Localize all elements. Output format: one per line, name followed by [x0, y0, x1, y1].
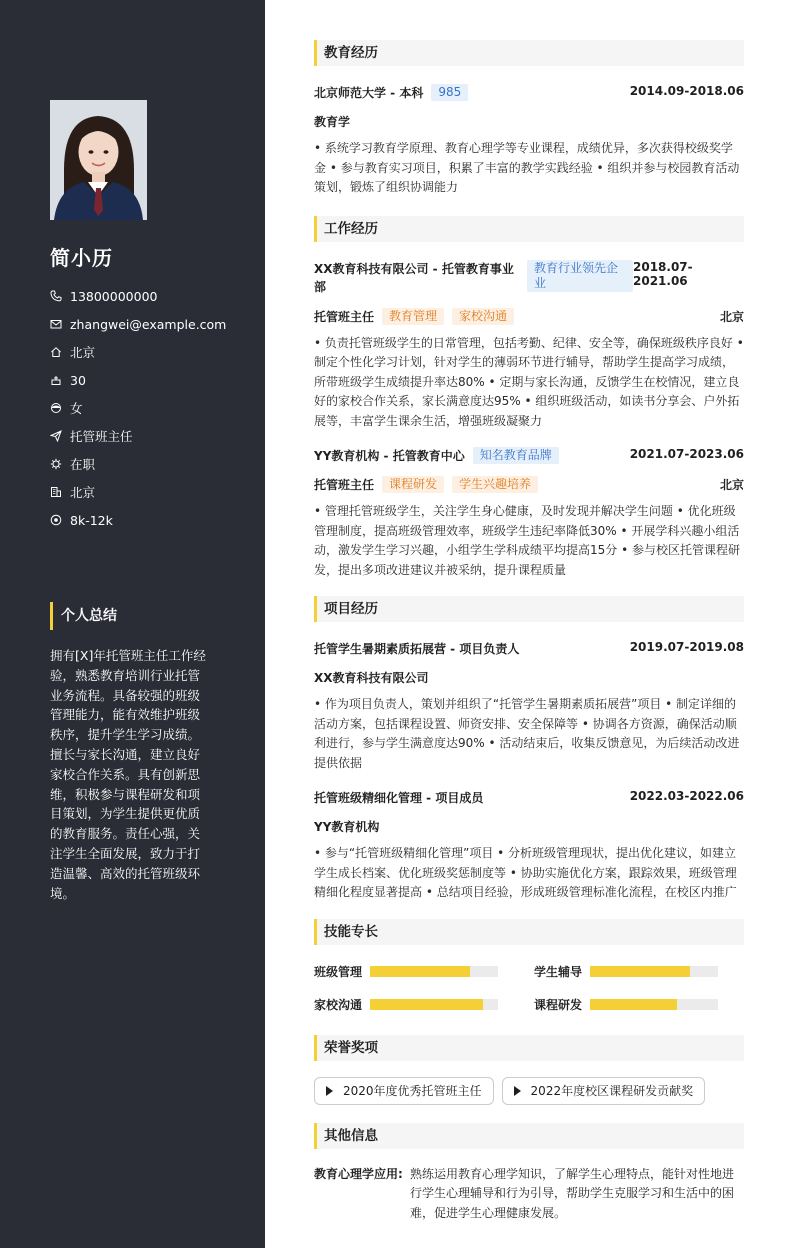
- location-text: 北京: [70, 345, 96, 360]
- projects-heading: 项目经历: [314, 596, 744, 622]
- education-heading: 教育经历: [314, 40, 744, 66]
- gender-icon: [50, 402, 62, 414]
- info-location: [50, 338, 226, 366]
- school-name: 北京师范大学 - 本科: [314, 86, 424, 100]
- other-label: 教育心理学应用:: [314, 1166, 403, 1181]
- work-company: XX教育科技有限公司 - 托管教育事业部: [314, 261, 514, 294]
- skill-bar: [370, 999, 498, 1010]
- info-target-job: [50, 422, 226, 450]
- school-tag: 985: [431, 84, 468, 101]
- target-job-text: 托管班主任: [70, 429, 133, 444]
- home-icon: [50, 346, 62, 358]
- project-entry: [314, 789, 744, 903]
- play-icon: [514, 1086, 521, 1096]
- phone-text: 13800000000: [70, 288, 158, 304]
- skill-item: [314, 996, 534, 1013]
- work-skill-tag: 学生兴趣培养: [452, 476, 538, 493]
- skill-bar-fill: [590, 966, 690, 977]
- age-text: 30: [70, 372, 86, 388]
- email-text: zhangwei@example.com: [70, 316, 227, 332]
- mail-icon: [50, 318, 62, 330]
- skill-bar: [590, 999, 718, 1010]
- phone-icon: [50, 290, 62, 302]
- skill-bar: [370, 966, 498, 977]
- target-city-text: 北京: [70, 485, 96, 500]
- project-date: 2019.07-2019.08: [629, 640, 744, 654]
- skill-item: [534, 963, 744, 980]
- awards-list: [314, 1077, 744, 1105]
- info-status: [50, 450, 226, 478]
- education-date: 2014.09-2018.06: [629, 84, 744, 98]
- education-entry: [314, 84, 744, 198]
- education-desc: • 系统学习教育学原理、教育心理学等专业课程，成绩优异，多次获得校级奖学金 • 参与教育实习项目，积累了丰富的教学实践经验 • 组织并参与校园教育活动策划，锻炼了组织协调能力: [314, 141, 740, 194]
- info-phone: [50, 282, 226, 310]
- award-item: [502, 1077, 706, 1105]
- other-heading: 其他信息: [314, 1123, 744, 1149]
- work-skill-tag: 课程研发: [382, 476, 444, 493]
- work-desc: • 管理托管班级学生，关注学生身心健康，及时发现并解决学生问题 • 优化班级管理制度，提高班级管理效率，班级学生违纪率降低30% • 开展学科兴趣小组活动，激发学生学习兴趣，小组学生学科成绩平均提高15分 • 参与校区托管课程研发，提出多项改进建议并被采纳，提升课程质量: [314, 504, 740, 577]
- avatar-photo: [50, 100, 147, 220]
- main-content: [314, 40, 744, 1223]
- work-date: 2018.07-2021.06: [633, 259, 693, 288]
- work-skill-tag: 家校沟通: [452, 308, 514, 325]
- work-desc: • 负责托管班级学生的日常管理，包括考勤、纪律、安全等，确保班级秩序良好 • 制定个性化学习计划，针对学生的薄弱环节进行辅导，帮助学生提高学习成绩，所带班级学生成绩提升率达80% • 定期与家长沟通，反馈学生在校情况，建立良好的家校合作关系，家长满意度达95% • 组织班级活动，如读书分享会、户外拓展等，丰富学生课余生活，增强班级凝聚力: [314, 335, 744, 428]
- work-city: 北京: [719, 478, 744, 492]
- play-icon: [326, 1086, 333, 1096]
- skill-item: [314, 963, 534, 980]
- contact-info-list: [50, 282, 226, 534]
- work-role: 托管班主任: [314, 478, 375, 492]
- skills-grid: [314, 963, 744, 1013]
- skill-bar: [590, 966, 718, 977]
- info-target-city: [50, 478, 226, 506]
- work-date: 2021.07-2023.06: [629, 447, 744, 461]
- project-date: 2022.03-2022.06: [629, 789, 744, 803]
- skill-bar-fill: [590, 999, 677, 1010]
- skill-name: 学生辅导: [534, 964, 583, 979]
- sidebar: [0, 0, 265, 1248]
- work-heading: 工作经历: [314, 216, 744, 242]
- work-city: 北京: [719, 309, 744, 324]
- awards-heading: 荣誉奖项: [314, 1035, 744, 1061]
- skill-name: 班级管理: [314, 964, 363, 979]
- award-item: [314, 1077, 494, 1105]
- status-text: 在职: [70, 457, 96, 472]
- work-company: YY教育机构 - 托管教育中心: [314, 449, 465, 463]
- cake-icon: [50, 374, 62, 386]
- award-label: 2022年度校区课程研发贡献奖: [530, 1084, 694, 1098]
- education-major: 教育学: [314, 115, 351, 129]
- summary-text: 拥有[X]年托管班主任工作经验，熟悉教育培训行业托管业务流程。具备较强的班级管理能力，能有效维护班级秩序，提升学生学习成绩。擅长与家长沟通，建立良好家校合作关系。具有创新思维，积极参与课程研发和项目策划，为学生提供更优质的教育服务。责任心强，关注学生全面发展，致力于打造温馨、高效的托管班级环境。: [50, 648, 206, 901]
- work-entry: [314, 260, 744, 432]
- building-icon: [50, 486, 62, 498]
- info-salary: [50, 506, 226, 534]
- project-org: YY教育机构: [314, 820, 380, 834]
- work-role: 托管班主任: [314, 309, 375, 324]
- skill-item: [534, 996, 744, 1013]
- skill-name: 家校沟通: [314, 997, 363, 1012]
- info-email: [50, 310, 226, 338]
- work-company-tag: 知名教育品牌: [473, 447, 559, 464]
- project-name: 托管班级精细化管理 - 项目成员: [314, 791, 484, 805]
- portrait-image: [50, 100, 147, 220]
- info-age: [50, 366, 226, 394]
- skill-bar-fill: [370, 999, 483, 1010]
- skill-name: 课程研发: [534, 997, 583, 1012]
- candidate-name: 简小历: [50, 246, 113, 270]
- project-name: 托管学生暑期素质拓展营 - 项目负责人: [314, 642, 520, 656]
- other-text: 熟练运用教育心理学知识，了解学生心理特点，能针对性地进行学生心理辅导和行为引导，帮助学生克服学习和生活中的困难，促进学生心理健康发展。: [410, 1166, 735, 1220]
- work-entry: [314, 447, 744, 580]
- work-skill-tag: 教育管理: [382, 308, 444, 325]
- project-org: XX教育科技有限公司: [314, 671, 429, 685]
- work-company-tag: 教育行业领先企业: [527, 260, 633, 292]
- project-desc: • 作为项目负责人，策划并组织了“托管学生暑期素质拓展营”项目 • 制定详细的活动方案，包括课程设置、师资安排、安全保障等 • 协调各方资源，确保活动顺利进行，参与学生满意度达90% • 活动结束后，收集反馈意见，为后续活动改进提供依据: [314, 697, 740, 770]
- project-entry: [314, 640, 744, 773]
- skills-heading: 技能专长: [314, 919, 744, 945]
- salary-text: 8k-12k: [70, 512, 113, 528]
- other-entry: [314, 1165, 744, 1224]
- award-label: 2020年度优秀托管班主任: [343, 1084, 482, 1098]
- info-gender: [50, 394, 226, 422]
- gender-text: 女: [70, 401, 83, 416]
- summary-heading: 个人总结: [50, 602, 117, 630]
- send-icon: [50, 430, 62, 442]
- status-icon: [50, 458, 62, 470]
- salary-icon: [50, 514, 62, 526]
- project-desc: • 参与“托管班级精细化管理”项目 • 分析班级管理现状，提出优化建议，如建立学生成长档案、优化班级奖惩制度等 • 协助实施优化方案，跟踪效果，班级管理精细化程度显著提高 • 总结项目经验，形成班级管理标准化流程，在校区内推广: [314, 846, 737, 899]
- skill-bar-fill: [370, 966, 470, 977]
